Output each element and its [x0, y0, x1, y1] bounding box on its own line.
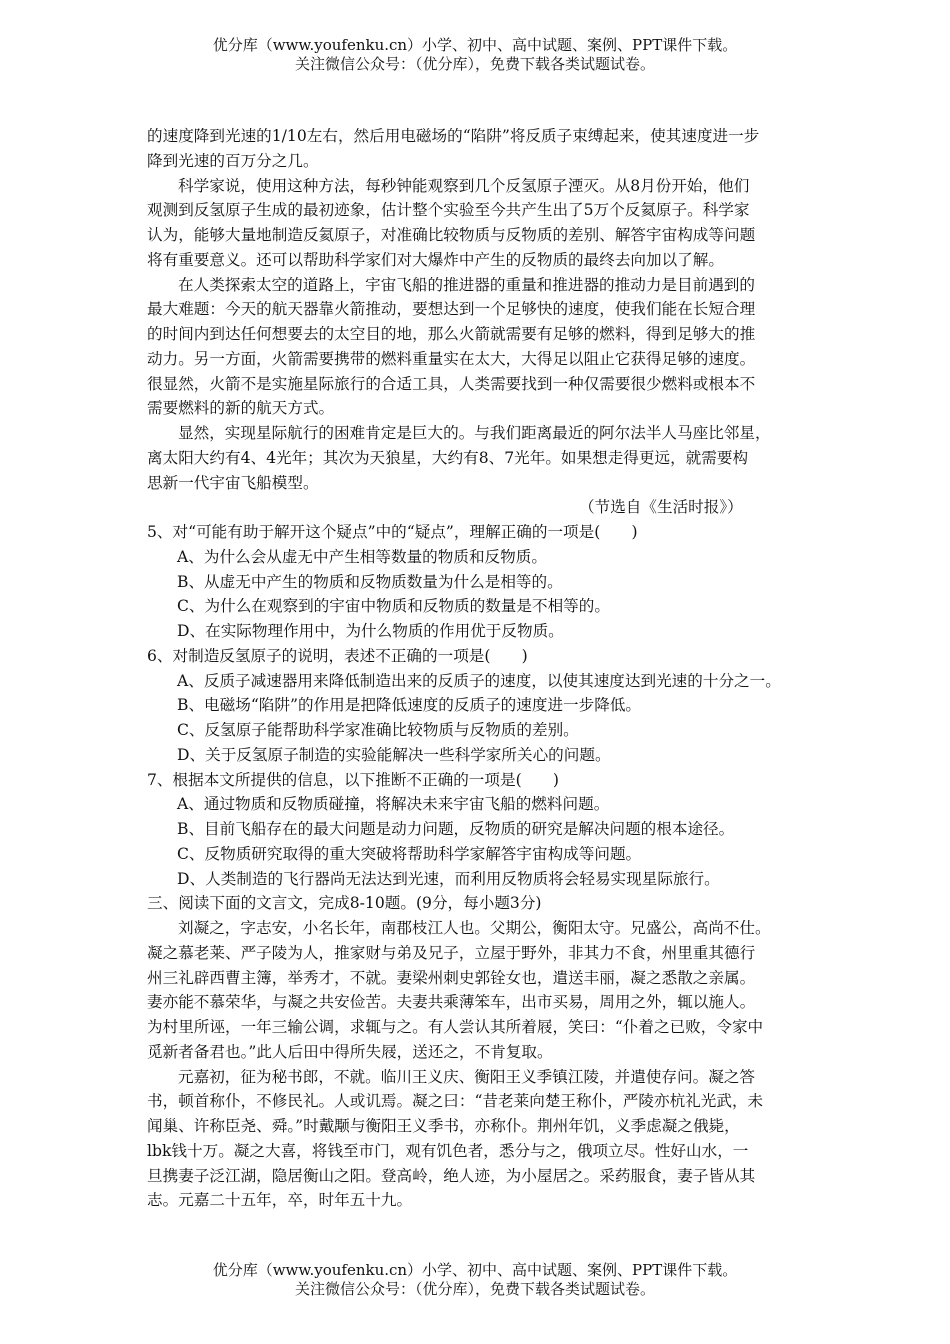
text-line: 元嘉初，征为秘书郎，不就。临川王义庆、衡阳王义季镇江陵，并遣使存问。凝之答	[178, 1067, 755, 1086]
page-header	[0, 36, 950, 74]
text-line: 在人类探索太空的道路上，宇宙飞船的推进器的重量和推进器的推动力是目前遇到的	[178, 275, 755, 294]
document-body	[147, 124, 815, 1213]
text-line: A、为什么会从虚无中产生相等数量的物质和反物质。	[177, 547, 547, 566]
text-line: 的速度降到光速的1/10左右，然后用电磁场的“陷阱”将反质子束缚起来，使其速度进一步	[147, 127, 760, 145]
text-line: 观测到反氢原子生成的最初迹象，估计整个实验至今共产生出了5万个反氦原子。科学家	[147, 201, 750, 220]
text-line: 需要燃料的新的航天方式。	[147, 399, 335, 418]
text-line: 科学家说，使用这种方法，每秒钟能观察到几个反氢原子湮灭。从8月份开始，他们	[178, 176, 750, 195]
text-line: 5、对“可能有助于解开这个疑点”中的“疑点”，理解正确的一项是( )	[147, 523, 638, 541]
text-line: C、反氢原子能帮助科学家准确比较物质与反物质的差别。	[177, 721, 579, 739]
text-line: （节选自《生活时报》）	[579, 498, 743, 517]
text-line: 思新一代宇宙飞船模型。	[147, 473, 319, 492]
text-line: 动力。另一方面，火箭需要携带的燃料重量实在太大，大得足以阻止它获得足够的速度。	[147, 349, 756, 368]
text-line: D、在实际物理作用中，为什么物质的作用优于反物质。	[177, 622, 564, 640]
text-line: 州三礼辟西曹主簿，举秀才，不就。妻梁州刺史郭铨女也，遣送丰丽，凝之悉散之亲属。	[147, 968, 756, 987]
text-line: lbk钱十万。凝之大喜，将钱至市门，观有饥色者，悉分与之，俄项立尽。性好山水，一	[147, 1141, 749, 1160]
text-line: D、人类制造的飞行器尚无法达到光速，而利用反物质将会轻易实现星际旅行。	[177, 869, 720, 888]
text-line: 的时间内到达任何想要去的太空目的地，那么火箭就需要有足够的燃料，得到足够大的推	[147, 325, 756, 343]
text-line: 三、阅读下面的文言文，完成8-10题。(9分，每小题3分)	[147, 894, 542, 913]
text-line: A、通过物质和反物质碰撞，将解决未来宇宙飞船的燃料问题。	[177, 795, 610, 814]
text-line: A、反质子减速器用来降低制造出来的反质子的速度，以使其速度达到光速的十分之一。	[177, 671, 781, 690]
text-line: 旦携妻子泛江湖，隐居衡山之阳。登高岭，绝人迹，为小屋居之。采药服食，妻子皆从其	[147, 1166, 756, 1185]
text-line: B、从虚无中产生的物质和反物质数量为什么是相等的。	[177, 572, 563, 591]
text-line: 认为，能够大量地制造反氦原子，对准确比较物质与反物质的差别、解答宇宙构成等问题	[147, 226, 756, 244]
text-line: 刘凝之，字志安，小名长年，南郡枝江人也。父期公，衡阳太守。兄盛公，高尚不仕。	[178, 919, 771, 937]
text-line: 将有重要意义。还可以帮助科学家们对大爆炸中产生的反物质的最终去向加以了解。	[147, 250, 724, 269]
text-line: C、反物质研究取得的重大突破将帮助科学家解答宇宙构成等问题。	[177, 844, 642, 863]
text-line: 书，顿首称仆，不修民礼。人或讥焉。凝之曰：“昔老莱向楚王称仆，严陵亦杭礼光武，未	[147, 1092, 764, 1111]
text-line: B、电磁场“陷阱”的作用是把降低速度的反质子的速度进一步降低。	[177, 696, 642, 715]
text-line: 7、根据本文所提供的信息，以下推断不正确的一项是( )	[147, 770, 559, 789]
text-line: 凝之慕老莱、严子陵为人，推家财与弟及兄子，立屋于野外，非其力不食，州里重其德行	[147, 943, 756, 962]
page-footer	[0, 1261, 950, 1299]
text-line: 显然，实现星际航行的困难肯定是巨大的。与我们距离最近的阿尔法半人马座比邻星，	[178, 424, 771, 442]
text-line: 很显然，火箭不是实施星际旅行的合适工具，人类需要找到一种仅需要很少燃料或根本不	[147, 374, 756, 393]
footer-line-1: 优分库（www.youfenku.cn）小学、初中、高中试题、案例、PPT课件下载。	[212, 1261, 738, 1279]
text-line: 妻亦能不慕荣华，与凝之共安俭苦。夫妻共乘薄笨车，出市买易，周用之外，辄以施人。	[147, 993, 756, 1012]
text-line: C、为什么在观察到的宇宙中物质和反物质的数量是不相等的。	[177, 597, 610, 616]
text-line: 觅新者备君也。”此人后田中得所失屐，送还之，不肯复取。	[147, 1042, 553, 1061]
text-line: B、目前飞船存在的最大问题是动力问题，反物质的研究是解决问题的根本途径。	[177, 820, 735, 838]
text-line: 6、对制造反氢原子的说明，表述不正确的一项是( )	[147, 646, 528, 665]
text-line: 闻巢、许称臣尧、舜。”时戴颙与衡阳王义季书，亦称仆。荆州年饥，义季虑凝之俄毙，	[147, 1117, 740, 1135]
text-line: 志。元嘉二十五年，卒，时年五十九。	[147, 1191, 413, 1210]
text-line: 降到光速的百万分之几。	[147, 151, 319, 170]
text-line: 最大难题：今天的航天器靠火箭推动，要想达到一个足够快的速度，使我们能在长短合理	[147, 300, 756, 319]
header-line-1: 优分库（www.youfenku.cn）小学、初中、高中试题、案例、PPT课件下载。	[212, 36, 738, 54]
text-line: 为村里所诬，一年三输公调，求辄与之。有人尝认其所着屐，笑曰：“仆着之已败，令家中	[147, 1018, 764, 1036]
footer-line-2: 关注微信公众号：（优分库），免费下载各类试题试卷。	[294, 1280, 655, 1298]
header-line-2: 关注微信公众号：（优分库），免费下载各类试题试卷。	[294, 55, 655, 73]
text-line: D、关于反氢原子制造的实验能解决一些科学家所关心的问题。	[177, 745, 611, 764]
text-line: 离太阳大约有4、4光年；其次为天狼星，大约有8、7光年。如果想走得更远，就需要构	[147, 448, 749, 467]
